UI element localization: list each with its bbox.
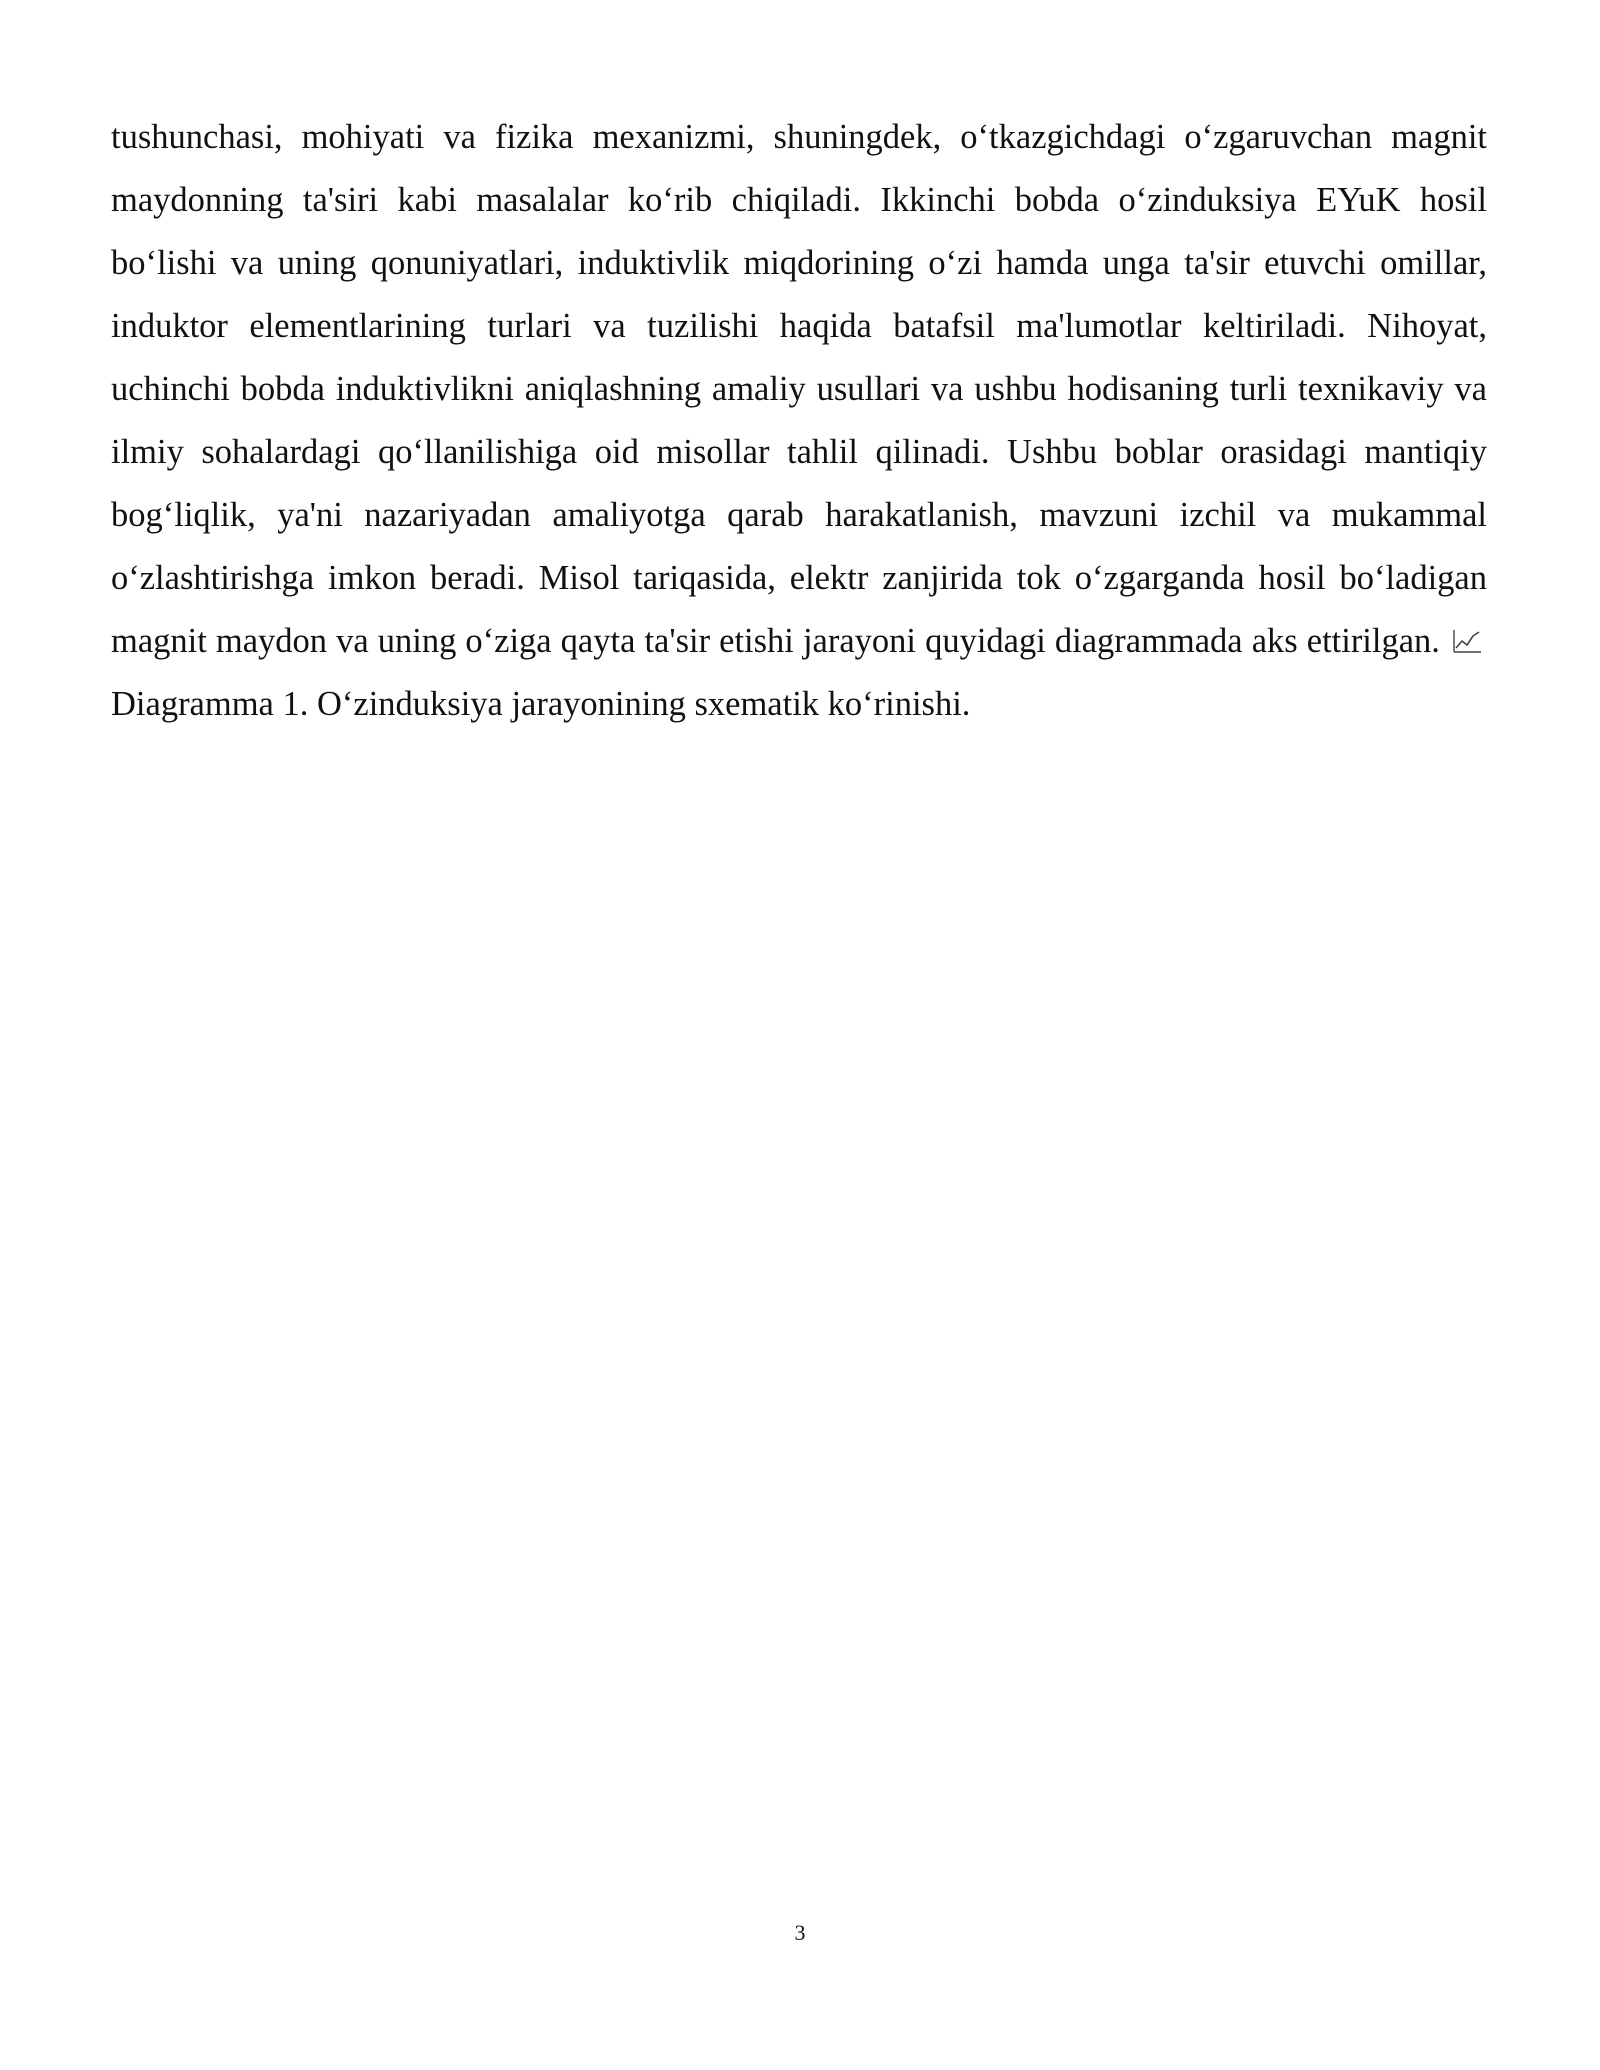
chart-increasing-icon [1451, 627, 1483, 655]
body-paragraph [111, 106, 1487, 736]
diagram-caption: Diagramma 1. O‘zinduksiya jarayonining sxematik ko‘rinishi. [111, 685, 971, 723]
paragraph-text: tushunchasi, mohiyati va fizika mexanizmi, shuningdek, o‘tkazgichdagi o‘zgaruvchan magnit maydonning ta'siri kabi masalalar ko‘rib chiqiladi. Ikkinchi bobda o‘zinduksiya EYuK hosil bo‘lishi va uning qonuniyatlari, induktivlik miqdorining o‘zi hamda unga ta'sir etuvchi omillar, induktor elementlarining turlari va tuzilishi haqida batafsil ma'lumotlar keltiriladi. Nihoyat, uchinchi bobda induktivlikni aniqlashning amaliy usullari va ushbu hodisaning turli texnikaviy va ilmiy sohalardagi qo‘llanilishiga oid misollar tahlil qilinadi. Ushbu boblar orasidagi mantiqiy bog‘liqlik, ya'ni nazariyadan amaliyotga qarab harakatlanish, mavzuni izchil va mukammal o‘zlashtirishga imkon beradi. Misol tariqasida, elektr zanjirida tok o‘zgarganda hosil bo‘ladigan magnit maydon va uning o‘ziga qayta ta'sir etishi jarayoni quyidagi diagrammada aks ettirilgan. [111, 118, 1487, 660]
page-number: 3 [794, 1920, 806, 1945]
